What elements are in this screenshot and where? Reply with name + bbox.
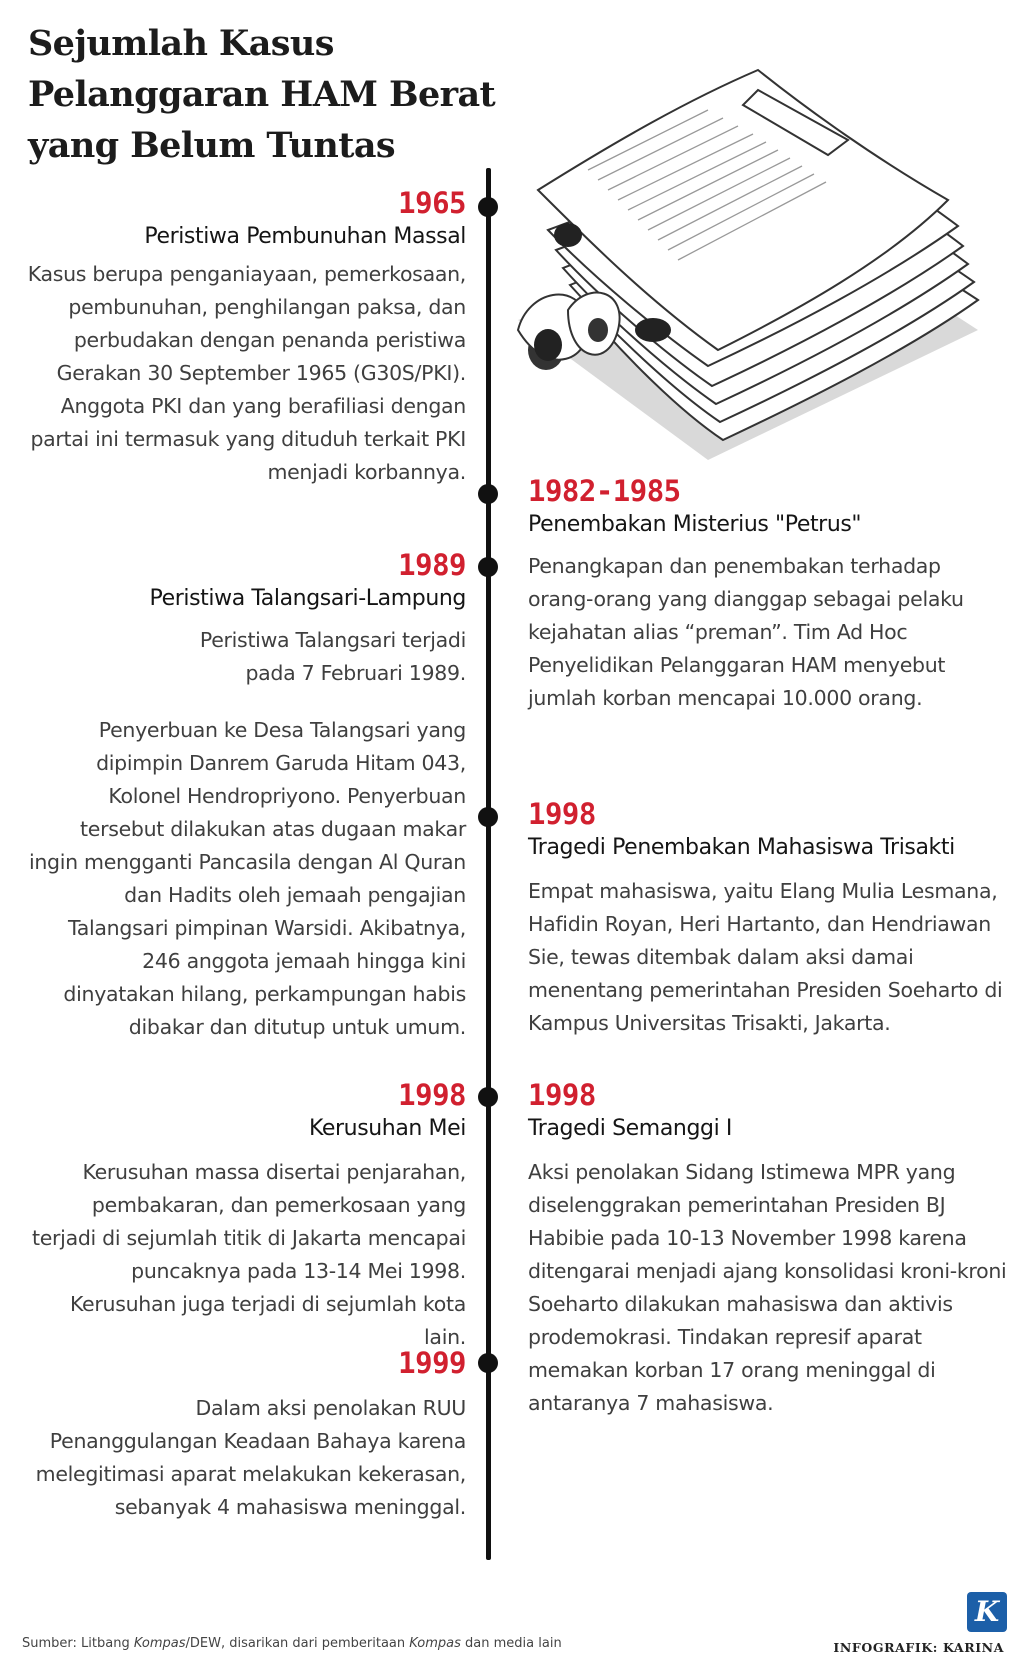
timeline-dot-1999 [478,1353,498,1373]
timeline-entry-1998-mei [26,1078,466,1354]
entry-description: Dalam aksi penolakan RUU Penanggulangan Keadaan Bahaya karena melegitimasi aparat melakukan kekerasan, sebanyak 4 mahasiswa meninggal. [35,1396,466,1519]
timeline-entry-1965 [26,186,466,489]
page-title: Sejumlah Kasus Pelanggaran HAM Berat yang Belum Tuntas [28,23,496,166]
timeline-entry-1998-semanggi [528,1078,1008,1420]
entry-year: 1998 [528,1078,596,1112]
entry-name: Penembakan Misterius "Petrus" [528,512,862,537]
entry-year: 1989 [398,548,466,582]
kompas-logo: K [967,1592,1007,1632]
entry-name: Tragedi Semanggi I [528,1116,732,1141]
source-suffix: dan media lain [460,1636,562,1651]
timeline-dot-1989 [478,557,498,577]
entry-year: 1965 [398,186,466,220]
source-prefix: Sumber: Litbang [22,1636,134,1651]
source-mid: /DEW, disarikan dari pemberitaan [185,1636,410,1651]
timeline-dot-1998-trisakti [478,807,498,827]
source-kompas-1: Kompas [133,1636,186,1651]
entry-description: Aksi penolakan Sidang Istimewa MPR yang diselenggrakan pemerintahan Presiden BJ Habibie pada 10-13 November 1998 karena ditengarai menjadi ajang konsolidasi kroni-kroni Soeharto dilakukan mahasiswa dan aktivis prodemokrasi. Tindakan represif aparat memakan korban 17 orang meninggal di antaranya 7 mahasiswa. [528,1160,1007,1415]
entry-name: Tragedi Penembakan Mahasiswa Trisakti [528,835,955,860]
entry-year: 1999 [398,1346,466,1380]
entry-year: 1998 [528,797,596,831]
timeline-entry-1998-trisakti [528,797,1008,1040]
entry-description-2: Penyerbuan ke Desa Talangsari yang dipimpin Danrem Garuda Hitam 043, Kolonel Hendropriyono. Penyerbuan tersebut dilakukan atas dugaan makar ingin mengganti Pancasila dengan Al Quran dan Hadits oleh jemaah pengajian Talangsari pimpinan Warsidi. Akibatnya, 246 anggota jemaah hingga kini dinyatakan hilang, perkampungan habis dibakar dan ditutup untuk umum. [28,718,466,1039]
entry-description: Kasus berupa penganiayaan, pemerkosaan, pembunuhan, penghilangan paksa, dan perbudakan dengan penanda peristiwa Gerakan 30 September 1965 (G30S/PKI). Anggota PKI dan yang berafiliasi dengan partai ini termasuk yang dituduh terkait PKI menjadi korbannya. [27,262,466,484]
entry-name: Peristiwa Pembunuhan Massal [144,224,466,249]
footer-source [22,1636,562,1651]
timeline-entry-1999 [26,1346,466,1524]
footer-credit: INFOGRAFIK: KARINA [833,1640,1004,1655]
entry-description: Kerusuhan massa disertai penjarahan, pembakaran, dan pemerkosaan yang terjadi di sejumlah titik di Jakarta mencapai puncaknya pada 13-14 Mei 1998. Kerusuhan juga terjadi di sejumlah kota lain. [32,1160,466,1349]
entry-description: Peristiwa Talangsari terjadi pada 7 Februari 1989. [199,628,466,685]
timeline-entry-1989 [26,548,466,1044]
entry-description: Penangkapan dan penembakan terhadap orang-orang yang dianggap sebagai pelaku kejahatan alias “preman”. Tim Ad Hoc Penyelidikan Pelanggaran HAM menyebut jumlah korban mencapai 10.000 orang. [528,554,964,710]
timeline-dot-1965 [478,197,498,217]
document-stack-icon [508,30,1018,470]
entry-year: 1998 [398,1078,466,1112]
timeline-entry-1982-1985 [528,474,1008,715]
timeline-dot-1998-mei [478,1087,498,1107]
entry-name: Peristiwa Talangsari-Lampung [149,586,466,611]
entry-year: 1982-1985 [528,474,681,508]
timeline-dot-1982 [478,484,498,504]
entry-name: Kerusuhan Mei [308,1116,466,1141]
timeline-line [486,168,491,1560]
source-kompas-2: Kompas [409,1636,461,1651]
entry-description: Empat mahasiswa, yaitu Elang Mulia Lesmana, Hafidin Royan, Heri Hartanto, dan Hendriawan Sie, tewas ditembak dalam aksi damai menentang pemerintahan Presiden Soeharto di Kampus Universitas Trisakti, Jakarta. [528,879,1003,1035]
